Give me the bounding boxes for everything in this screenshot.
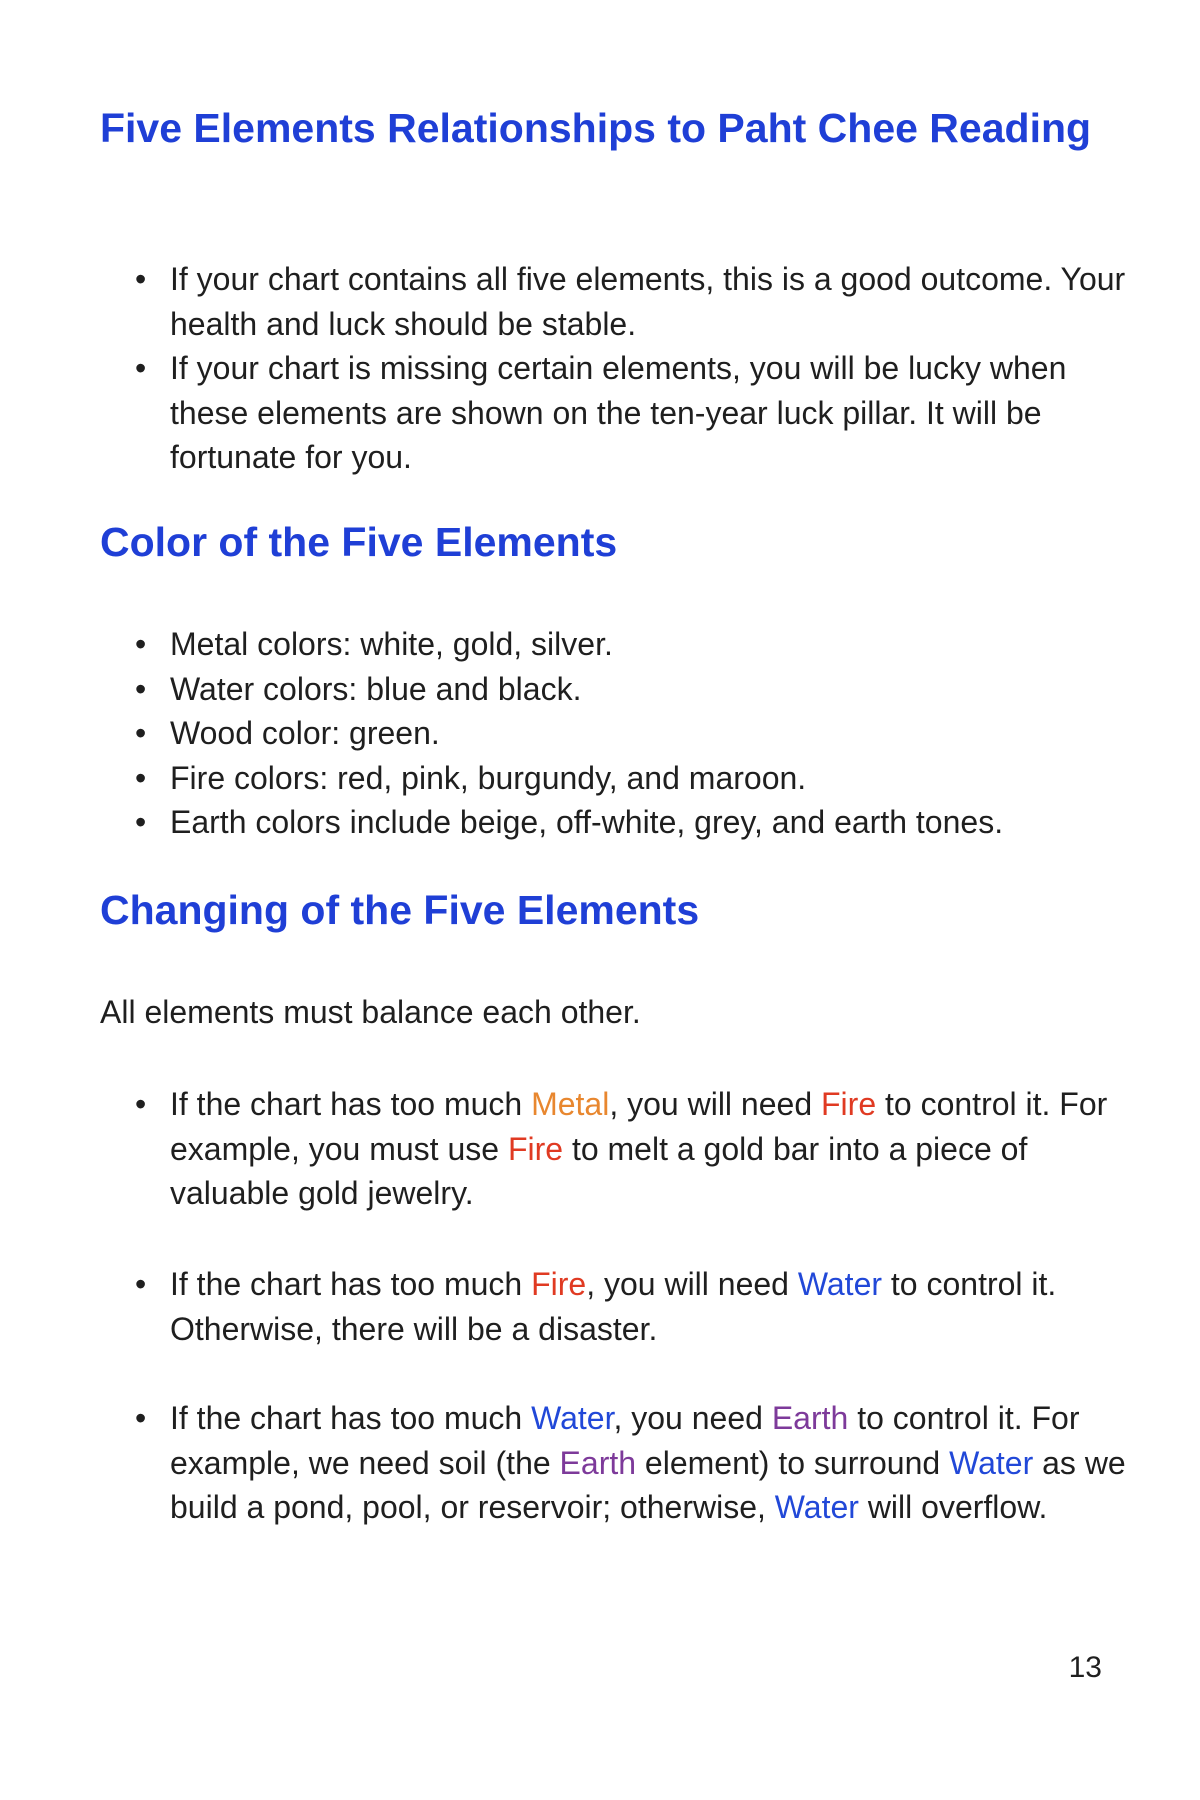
text-run: to control it. For example, you must use [170, 1086, 1108, 1167]
water-keyword: Water [797, 1266, 883, 1302]
text-run: will overflow. [858, 1489, 1048, 1525]
list-item: • If your chart is missing certain elements, you will be lucky when these elements are shown on the ten-year luck pillar. It will be fortunate for you. [170, 346, 1130, 480]
page-number: 13 [1068, 1651, 1102, 1684]
text-run: element) to surround [636, 1444, 950, 1481]
list-item: • Metal colors: white, gold, silver. [170, 622, 1130, 667]
list-item: • Water colors: blue and black. [170, 667, 1130, 712]
text-run: , you will need [609, 1086, 821, 1122]
earth-keyword: Earth [771, 1400, 849, 1436]
fire-keyword: Fire [507, 1130, 564, 1167]
text-run: to control it. For example, we need soil (the [170, 1400, 1080, 1481]
earth-keyword: Earth [559, 1444, 637, 1481]
changing-list [170, 1082, 1130, 1216]
text-run: , you will need [586, 1266, 798, 1302]
list-item: • If your chart contains all five elements, this is a good outcome. Your health and luck should be stable. [170, 257, 1130, 346]
fire-keyword: Fire [821, 1086, 877, 1122]
intro-paragraph: All elements must balance each other. [100, 994, 641, 1030]
text-run: to melt a gold bar into a piece of valuable gold jewelry. [170, 1130, 1028, 1211]
text-run: If the chart has too much [170, 1266, 532, 1302]
colors-list [170, 622, 1130, 845]
water-keyword: Water [949, 1444, 1034, 1481]
list-item: • Earth colors include beige, off-white, grey, and earth tones. [170, 800, 1130, 845]
list-item: • Fire colors: red, pink, burgundy, and maroon. [170, 756, 1130, 801]
water-keyword: Water [531, 1400, 614, 1436]
list-item [170, 1262, 1130, 1351]
text-run: If the chart has too much [170, 1086, 532, 1122]
list-item [170, 1396, 1130, 1530]
section-heading-changing: Changing of the Five Elements [100, 887, 700, 933]
fire-keyword: Fire [531, 1266, 587, 1302]
relationships-list [170, 257, 1130, 480]
text-run: as we build a pond, pool, or reservoir; otherwise, [170, 1444, 1126, 1525]
changing-list [170, 1262, 1130, 1351]
list-item [170, 1082, 1130, 1216]
text-run: to control it. Otherwise, there will be a disaster. [170, 1266, 1057, 1347]
metal-keyword: Metal [531, 1086, 610, 1122]
water-keyword: Water [774, 1489, 859, 1525]
text-run: , you need [613, 1400, 772, 1436]
changing-list [170, 1396, 1130, 1530]
list-item: • Wood color: green. [170, 711, 1130, 756]
text-run: If the chart has too much [170, 1400, 532, 1436]
section-heading-colors: Color of the Five Elements [100, 519, 618, 565]
section-heading-relationships: Five Elements Relationships to Paht Chee Reading [100, 105, 1092, 151]
